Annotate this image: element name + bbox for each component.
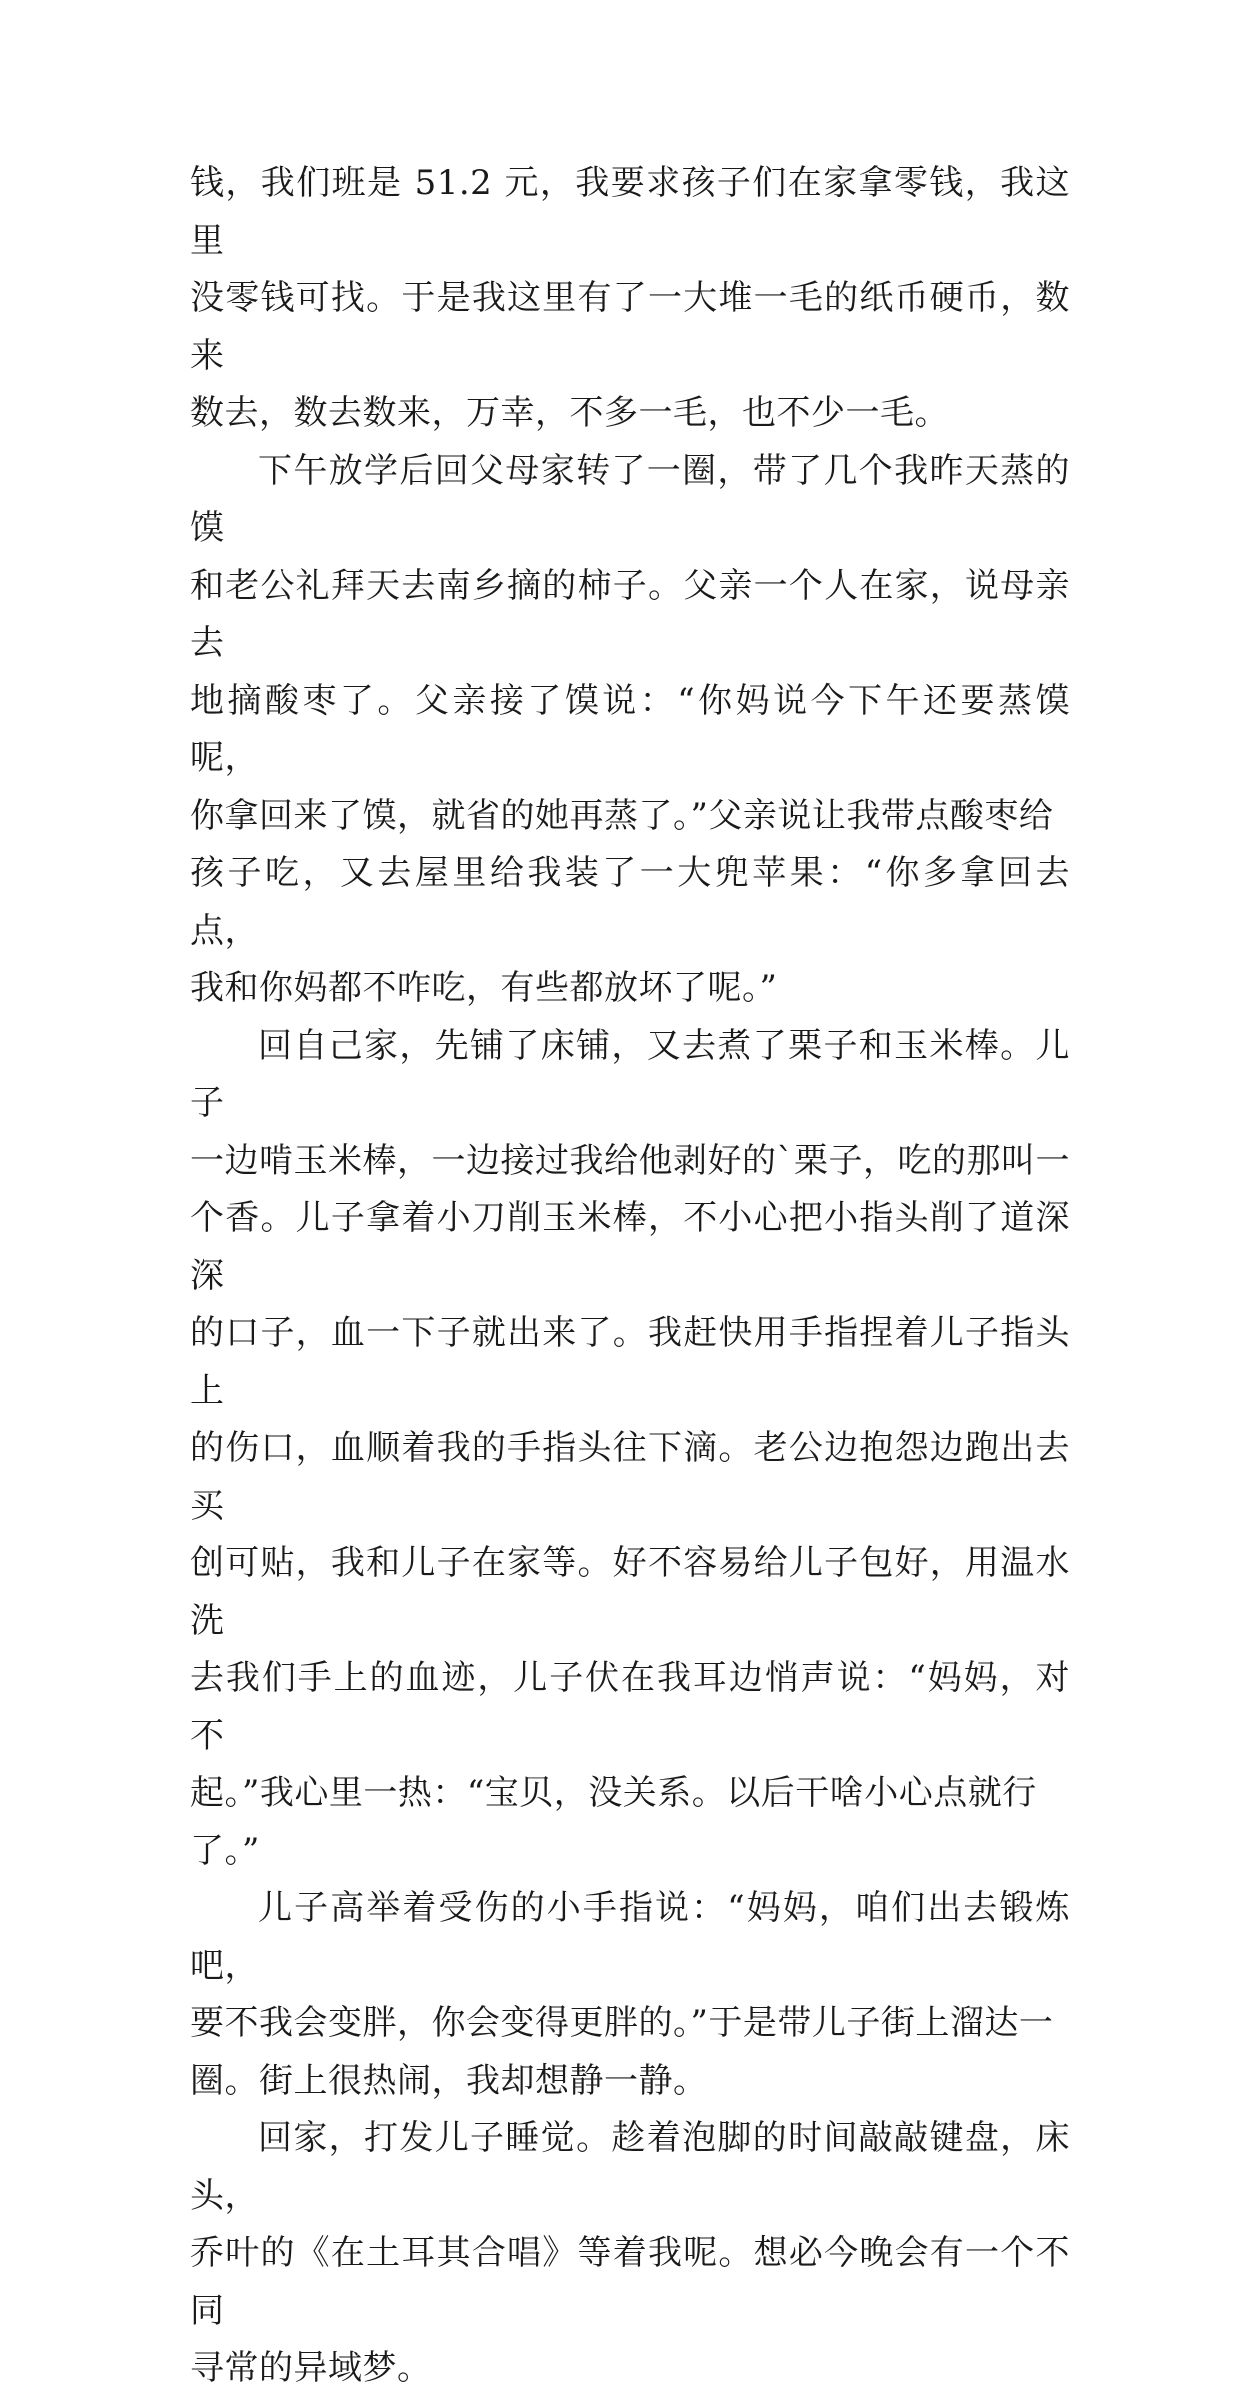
text-line: 要不我会变胖，你会变得更胖的。”于是带儿子街上溜达一 (190, 2003, 1054, 2043)
text-line: 起。”我心里一热：“宝贝，没关系。以后干啥小心点就行 (190, 1773, 1037, 1813)
text-line: 个香。儿子拿着小刀削玉米棒，不小心把小指头削了道深深 (190, 1198, 1070, 1296)
text-line: 地摘酸枣了。父亲接了馍说：“你妈说今下午还要蒸馍呢， (190, 680, 1070, 778)
text-line: 孩子吃，又去屋里给我装了一大兜苹果：“你多拿回去点， (190, 853, 1070, 951)
text-line: 圈。街上很热闹，我却想静一静。 (190, 2060, 708, 2101)
paragraph-1 (190, 155, 1070, 443)
text-line: 寻常的异域梦。 (190, 2348, 432, 2388)
text-line: 一边啃玉米棒，一边接过我给他剥好的`栗子，吃的那叫一 (190, 1140, 1070, 1181)
text-line: 下午放学后回父母家转了一圈，带了几个我昨天蒸的馍 (190, 450, 1070, 548)
text-line: 没零钱可找。于是我这里有了一大堆一毛的纸币硬币，数来 (190, 278, 1070, 376)
text-line: 儿子高举着受伤的小手指说：“妈妈，咱们出去锻炼吧， (190, 1888, 1070, 1986)
text-line: 和老公礼拜天去南乡摘的柿子。父亲一个人在家，说母亲去 (190, 565, 1070, 663)
text-line: 了。” (190, 1830, 260, 1871)
text-line: 钱，我们班是 51.2 元，我要求孩子们在家拿零钱，我这里 (190, 163, 1070, 261)
text-line: 去我们手上的血迹，儿子伏在我耳边悄声说：“妈妈，对不 (190, 1658, 1070, 1756)
paragraph-4 (190, 1880, 1070, 2110)
text-line: 数去，数去数来，万幸，不多一毛，也不少一毛。 (190, 393, 949, 433)
text-line: 的伤口，血顺着我的手指头往下滴。老公边抱怨边跑出去买 (190, 1428, 1070, 1526)
paragraph-2 (190, 443, 1070, 1018)
paragraph-3 (190, 1018, 1070, 1881)
text-line: 乔叶的《在土耳其合唱》等着我呢。想必今晚会有一个不同 (190, 2233, 1070, 2331)
text-line: 我和你妈都不咋吃，有些都放坏了呢。” (190, 968, 778, 1008)
text-line: 回家，打发儿子睡觉。趁着泡脚的时间敲敲键盘，床头， (190, 2118, 1070, 2216)
text-line: 你拿回来了馍，就省的她再蒸了。”父亲说让我带点酸枣给 (190, 795, 1054, 836)
text-line: 创可贴，我和儿子在家等。好不容易给儿子包好，用温水洗 (190, 1543, 1070, 1641)
paragraph-5 (190, 2110, 1070, 2398)
document-page (190, 155, 1070, 2398)
text-line: 的口子，血一下子就出来了。我赶快用手指捏着儿子指头上 (190, 1313, 1070, 1411)
text-line: 回自己家，先铺了床铺，又去煮了栗子和玉米棒。儿子 (190, 1025, 1070, 1123)
